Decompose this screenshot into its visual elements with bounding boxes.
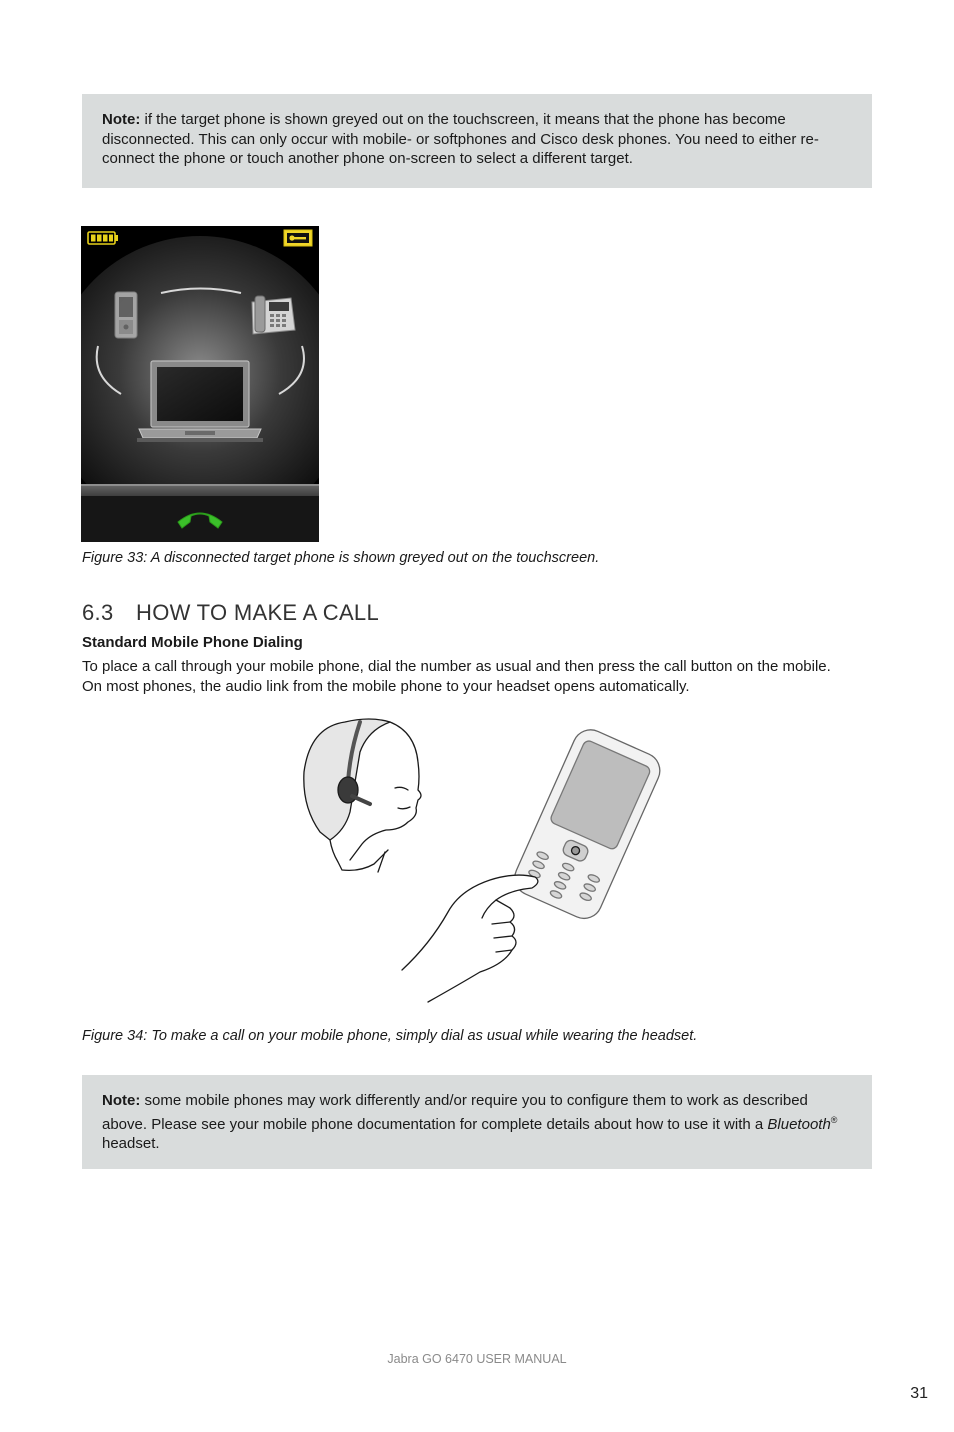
note-text: if the target phone is shown greyed out on the touchscreen, it means that the phone has become disconnected. This can only occur with mobile- or softphones and Cisco desk phones. You need to either re-connect the phone or touch another phone on-screen to select a different target. — [102, 111, 819, 167]
note-text: some mobile phones may work differently and/or require you to configure them to work as described above. Please see your mobile phone documentation for complete details about how to use it with a — [102, 1092, 808, 1133]
figure-caption: Figure 33: A disconnected target phone is shown greyed out on the touchscreen. — [82, 550, 600, 566]
note-box-configuration — [82, 1075, 872, 1169]
wrench-icon[interactable] — [284, 230, 312, 246]
page-footer: Jabra GO 6470 USER MANUAL — [387, 1352, 567, 1366]
headset-dialing-illustration — [290, 712, 670, 1012]
laptop-icon[interactable] — [137, 361, 263, 442]
figure-caption: Figure 34: To make a call on your mobile phone, simply dial as usual while wearing the headset. — [82, 1028, 698, 1044]
desk-phone-icon[interactable] — [252, 296, 295, 334]
bluetooth-brand: Bluetooth — [767, 1115, 831, 1133]
note-box-disconnected — [82, 94, 872, 188]
section-title: HOW TO MAKE A CALL — [136, 600, 379, 625]
subheading: Standard Mobile Phone Dialing — [82, 634, 303, 651]
note-label: Note: — [102, 111, 141, 128]
body-paragraph: To place a call through your mobile phone, dial the number as usual and then press the call button on the mobile. On most phones, the audio link from the mobile phone to your headset opens automatically. — [82, 658, 831, 695]
note-text-end: headset. — [102, 1135, 160, 1152]
section-number: 6.3 — [82, 600, 114, 625]
page-number: 31 — [910, 1385, 928, 1402]
section-heading — [82, 600, 379, 626]
touchscreen-figure — [81, 226, 319, 542]
mobile-phone-illustration — [509, 724, 665, 924]
registered-mark: ® — [830, 1114, 838, 1125]
note-label: Note: — [102, 1092, 141, 1109]
mobile-phone-icon[interactable] — [115, 292, 137, 338]
